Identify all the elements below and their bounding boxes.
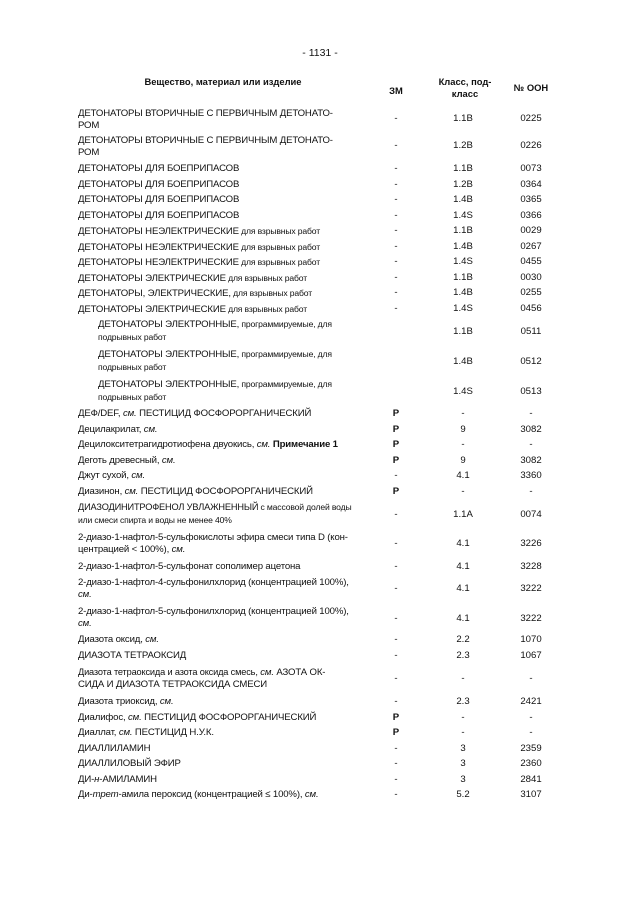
- un-cell: 0073: [520, 163, 542, 174]
- name-rest: -амила пероксид (концентрацией ≤ 100%),: [118, 789, 303, 800]
- substance-name: [78, 135, 368, 159]
- class-cell: 9: [460, 423, 466, 435]
- name-ref: см.: [128, 470, 145, 481]
- un-cell: 3360: [520, 470, 542, 481]
- un-cell: 2360: [520, 758, 542, 769]
- un-cell: 1070: [520, 634, 542, 645]
- name-prefix: Ди-: [78, 789, 93, 800]
- name-main: ДЕТОНАТОРЫ НЕЭЛЕКТРИЧЕСКИЕ: [78, 257, 239, 268]
- name-line2: или смеси спирта и воды не менее 40%: [78, 515, 232, 526]
- name-line2: РОМ: [78, 147, 100, 159]
- zm-cell: P: [392, 485, 400, 497]
- un-cell: 3226: [520, 538, 542, 549]
- substance-name: [78, 272, 368, 285]
- un-cell: -: [529, 711, 533, 723]
- un-cell: 0456: [520, 302, 542, 314]
- un-cell: 2841: [520, 773, 542, 785]
- name-line2: СИДА И ДИАЗОТА ТЕТРАОКСИДА СМЕСИ: [78, 679, 268, 691]
- substance-name: [78, 532, 368, 556]
- name-main: Диалифос,: [78, 711, 126, 723]
- name-main: Диаллат,: [78, 727, 117, 738]
- name-ref: см.: [78, 618, 92, 630]
- zm-cell: -: [394, 561, 398, 572]
- name-suffix: для взрывных работ: [230, 288, 313, 298]
- un-cell: -: [529, 673, 533, 684]
- substance-name: [78, 696, 368, 708]
- name-ref: см.: [78, 589, 92, 601]
- name-note: Примечание 1: [270, 439, 338, 450]
- substance-name: ДЕТОНАТОРЫ ДЛЯ БОЕПРИПАСОВ: [78, 194, 240, 205]
- header-un: [506, 82, 556, 94]
- name-line1: ДЕТОНАТОРЫ ВТОРИЧНЫЕ С ПЕРВИЧНЫМ ДЕТОНАТО-: [78, 108, 333, 119]
- zm-cell: -: [394, 140, 398, 151]
- name-main: ДИАЗОДИНИТРОФЕНОЛ УВЛАЖНЕННЫЙ: [78, 502, 259, 512]
- class-cell: 1.1B: [453, 113, 473, 124]
- class-cell: 1.4B: [453, 240, 473, 252]
- substance-name: [98, 378, 368, 404]
- substance-name: ДЕТОНАТОРЫ ДЛЯ БОЕПРИПАСОВ: [78, 178, 240, 190]
- name-main: Деготь древесный,: [78, 454, 160, 466]
- zm-cell: -: [394, 538, 398, 549]
- name-main: Диазота триоксид,: [78, 696, 158, 707]
- name-main: ДЕТОНАТОРЫ ЭЛЕКТРОННЫЕ,: [98, 349, 240, 360]
- name-ref: см.: [125, 711, 142, 723]
- name-italic: н: [94, 773, 100, 785]
- zm-cell: -: [394, 302, 398, 314]
- substance-name: [78, 439, 368, 451]
- un-cell: 0225: [520, 113, 542, 124]
- substance-name: [78, 606, 368, 630]
- header-substance: [78, 76, 368, 88]
- name-line1: ДЕТОНАТОРЫ ВТОРИЧНЫЕ С ПЕРВИЧНЫМ ДЕТОНАТО-: [78, 135, 333, 146]
- name-ref: см.: [302, 789, 319, 800]
- class-cell: 3: [460, 758, 466, 769]
- class-cell: 1.1A: [453, 509, 473, 520]
- name-main: ДЕТОНАТОРЫ ЭЛЕКТРОННЫЕ,: [98, 319, 240, 330]
- class-cell: 3: [460, 742, 466, 754]
- class-cell: 1.4B: [453, 287, 473, 298]
- class-cell: 1.4S: [453, 302, 473, 314]
- substance-name: [78, 577, 368, 601]
- class-cell: 4.1: [456, 470, 470, 481]
- un-cell: 3228: [520, 561, 542, 572]
- substance-name: [78, 774, 368, 786]
- substance-name: [78, 455, 368, 467]
- substance-name: 2-диазо-1-нафтол-5-сульфонат сополимер ацетона: [78, 561, 301, 572]
- name-suffix: для взрывных работ: [225, 272, 307, 283]
- un-cell: 2421: [520, 696, 542, 707]
- substance-name: [78, 789, 368, 801]
- name-line1: 2-диазо-1-нафтол-5-сульфонилхлорид (концентрацией 100%),: [78, 606, 349, 617]
- substance-name: ДИАЛЛИЛАМИН: [78, 742, 151, 754]
- zm-cell: -: [394, 650, 398, 661]
- class-cell: 1.2B: [453, 178, 473, 190]
- name-suffix: программируемые, для: [239, 379, 332, 389]
- zm-cell: -: [394, 583, 398, 594]
- substance-name: [98, 348, 368, 374]
- class-cell: 1.4S: [453, 386, 473, 397]
- class-cell: 3: [460, 773, 466, 785]
- name-italic: трет: [92, 789, 119, 800]
- zm-cell: -: [394, 209, 398, 221]
- zm-cell: -: [394, 256, 398, 267]
- name-ref: см.: [142, 634, 159, 645]
- substance-name: [78, 666, 368, 691]
- substance-name: [78, 303, 368, 316]
- un-cell: 0365: [520, 194, 542, 205]
- substance-name: [78, 634, 368, 646]
- name-line2: РОМ: [78, 120, 100, 132]
- class-cell: 4.1: [456, 613, 470, 624]
- zm-cell: -: [394, 287, 398, 298]
- substance-name: [78, 108, 368, 132]
- name-main: Децилокситетрагидротиофена двуокись,: [78, 439, 255, 450]
- zm-cell: -: [394, 613, 398, 624]
- zm-cell: -: [394, 163, 398, 174]
- name-target: ПЕСТИЦИД ФОСФОРОРГАНИЧЕСКИЙ: [141, 711, 317, 723]
- name-ref: см.: [159, 454, 176, 466]
- class-cell: 4.1: [456, 538, 470, 549]
- class-cell: 2.3: [456, 650, 470, 661]
- substance-name: [78, 727, 368, 739]
- header-class-line1: Класс, под-: [438, 76, 492, 87]
- substance-name: [78, 408, 368, 420]
- class-cell: 1.1B: [453, 163, 473, 174]
- un-cell: 0364: [520, 178, 542, 190]
- class-cell: 1.1B: [453, 326, 473, 337]
- name-main: ДЕТОНАТОРЫ ЭЛЕКТРИЧЕСКИЕ: [78, 272, 226, 284]
- name-ref: см.: [141, 423, 158, 435]
- un-cell: 0512: [520, 356, 542, 367]
- zm-cell: -: [394, 509, 398, 520]
- class-cell: 1.1B: [453, 225, 473, 236]
- header-substance-text: Вещество, материал или изделие: [144, 76, 302, 87]
- un-cell: 0255: [520, 287, 542, 298]
- name-line2: подрывных работ: [98, 362, 167, 373]
- class-cell: -: [461, 727, 465, 738]
- zm-cell: -: [394, 225, 398, 236]
- zm-cell: P: [392, 423, 400, 435]
- zm-cell: -: [394, 113, 398, 124]
- name-main: Децилакрилат,: [78, 423, 142, 435]
- un-cell: 3082: [520, 454, 542, 466]
- name-suffix: для взрывных работ: [225, 303, 307, 314]
- name-main: Диазота тетраоксида и азота оксида смесь,: [78, 667, 258, 677]
- class-cell: 2.3: [456, 696, 470, 707]
- un-cell: 0029: [520, 225, 542, 236]
- substance-name: [78, 256, 368, 269]
- substance-name: ДИАЗОТА ТЕТРАОКСИД: [78, 650, 187, 661]
- name-line2: подрывных работ: [98, 332, 167, 343]
- un-cell: 0267: [520, 240, 542, 252]
- un-cell: 3082: [520, 423, 542, 435]
- name-prefix: ДИ-: [78, 773, 95, 785]
- name-suffix: для взрывных работ: [238, 226, 321, 236]
- name-target: АЗОТА ОК-: [273, 667, 326, 678]
- substance-name: [78, 241, 368, 254]
- class-cell: 1.4B: [453, 356, 473, 367]
- name-suffix: с массовой долей воды: [258, 502, 352, 512]
- name-main: ДЕТОНАТОРЫ ЭЛЕКТРОННЫЕ,: [98, 379, 240, 390]
- zm-cell: P: [392, 727, 400, 738]
- header-zm: [384, 85, 408, 97]
- name-line1: 2-диазо-1-нафтол-5-сульфокислоты эфира смеси типа D (кон-: [78, 532, 348, 543]
- un-cell: 2359: [520, 742, 542, 754]
- substance-name: [78, 225, 368, 238]
- name-target: ПЕСТИЦИД Н.У.К.: [132, 727, 214, 738]
- un-cell: 0366: [520, 209, 542, 221]
- name-main: ДЕТОНАТОРЫ НЕЭЛЕКТРИЧЕСКИЕ: [78, 226, 239, 237]
- class-cell: 1.4S: [453, 209, 473, 221]
- zm-cell: P: [392, 454, 400, 466]
- un-cell: -: [529, 408, 533, 419]
- name-main: Джут сухой,: [78, 470, 129, 481]
- zm-cell: -: [394, 773, 398, 785]
- substance-name: ДЕТОНАТОРЫ ДЛЯ БОЕПРИПАСОВ: [78, 163, 240, 174]
- zm-cell: -: [394, 634, 398, 645]
- name-suffix: для взрывных работ: [238, 241, 321, 252]
- un-cell: 0455: [520, 256, 542, 267]
- name-suffix: для взрывных работ: [238, 257, 321, 267]
- substance-name: ДЕТОНАТОРЫ ДЛЯ БОЕПРИПАСОВ: [78, 209, 240, 221]
- un-cell: 0513: [520, 386, 542, 397]
- class-cell: 1.4B: [453, 194, 473, 205]
- substance-name: [78, 287, 368, 300]
- class-cell: 4.1: [456, 583, 470, 594]
- name-ref: см.: [257, 667, 274, 678]
- name-main: Диазинон,: [78, 485, 123, 497]
- class-cell: -: [461, 408, 465, 419]
- zm-cell: -: [394, 696, 398, 707]
- substance-name: [78, 712, 368, 724]
- page-number: - 1131 -: [302, 47, 338, 59]
- zm-cell: -: [394, 178, 398, 190]
- name-rest: -АМИЛАМИН: [99, 773, 157, 785]
- name-suffix: программируемые, для: [239, 319, 332, 329]
- class-cell: -: [461, 673, 465, 684]
- class-cell: 5.2: [456, 789, 470, 800]
- class-cell: 1.1B: [453, 271, 473, 283]
- zm-cell: -: [394, 470, 398, 481]
- name-ref: см.: [122, 485, 139, 497]
- name-main: ДЕТОНАТОРЫ ЭЛЕКТРИЧЕСКИЕ: [78, 303, 226, 315]
- name-ref: см.: [157, 696, 174, 707]
- class-cell: 2.2: [456, 634, 470, 645]
- substance-name: [78, 424, 368, 436]
- substance-name: [78, 486, 368, 498]
- name-line2: центрацией < 100%),: [78, 544, 170, 556]
- un-cell: 1067: [520, 650, 542, 661]
- un-cell: 3107: [520, 789, 542, 800]
- substance-name: [78, 470, 368, 482]
- header-class: [432, 76, 498, 99]
- substance-name: ДИАЛЛИЛОВЫЙ ЭФИР: [78, 758, 181, 769]
- zm-cell: -: [394, 194, 398, 205]
- name-line2: подрывных работ: [98, 392, 167, 403]
- zm-cell: -: [394, 673, 398, 684]
- un-cell: 0030: [520, 271, 542, 283]
- zm-cell: -: [394, 758, 398, 769]
- header-zm-text: ЗМ: [389, 85, 403, 96]
- class-cell: -: [461, 439, 465, 450]
- zm-cell: P: [392, 439, 400, 450]
- name-ref: см.: [254, 439, 271, 450]
- un-cell: -: [529, 485, 533, 497]
- un-cell: 0074: [520, 509, 542, 520]
- class-cell: 9: [460, 454, 466, 466]
- header-class-line2: класс: [451, 87, 479, 99]
- header-un-text: № ООН: [513, 82, 549, 93]
- class-cell: 4.1: [456, 561, 470, 572]
- class-cell: -: [461, 711, 465, 723]
- un-cell: 0226: [520, 140, 542, 151]
- un-cell: 3222: [520, 613, 542, 624]
- zm-cell: -: [394, 742, 398, 754]
- substance-name: [98, 318, 368, 344]
- un-cell: 3222: [520, 583, 542, 594]
- name-ref: см.: [120, 408, 137, 419]
- name-ref: см.: [169, 544, 186, 556]
- zm-cell: -: [394, 240, 398, 252]
- zm-cell: -: [394, 271, 398, 283]
- class-cell: 1.4S: [453, 256, 473, 267]
- name-line1: 2-диазо-1-нафтол-4-сульфонилхлорид (концентрацией 100%),: [78, 577, 349, 588]
- zm-cell: -: [394, 789, 398, 800]
- name-target: ПЕСТИЦИД ФОСФОРОРГАНИЧЕСКИЙ: [138, 485, 313, 497]
- name-main: Диазота оксид,: [78, 634, 143, 645]
- name-target: ПЕСТИЦИД ФОСФОРОРГАНИЧЕСКИЙ: [136, 408, 312, 419]
- un-cell: 0511: [520, 326, 542, 337]
- name-suffix: программируемые, для: [239, 349, 332, 359]
- class-cell: 1.2B: [453, 140, 473, 151]
- name-ref: см.: [116, 727, 133, 738]
- name-main: ДЕТОНАТОРЫ НЕЭЛЕКТРИЧЕСКИЕ: [78, 241, 239, 253]
- un-cell: -: [529, 727, 533, 738]
- zm-cell: P: [392, 711, 400, 723]
- class-cell: -: [461, 485, 465, 497]
- substance-name: [78, 501, 368, 527]
- zm-cell: P: [392, 408, 400, 419]
- name-main: ДЕТОНАТОРЫ, ЭЛЕКТРИЧЕСКИЕ,: [78, 288, 231, 299]
- un-cell: -: [529, 439, 533, 450]
- name-main: ДЕФ/DEF,: [78, 408, 121, 419]
